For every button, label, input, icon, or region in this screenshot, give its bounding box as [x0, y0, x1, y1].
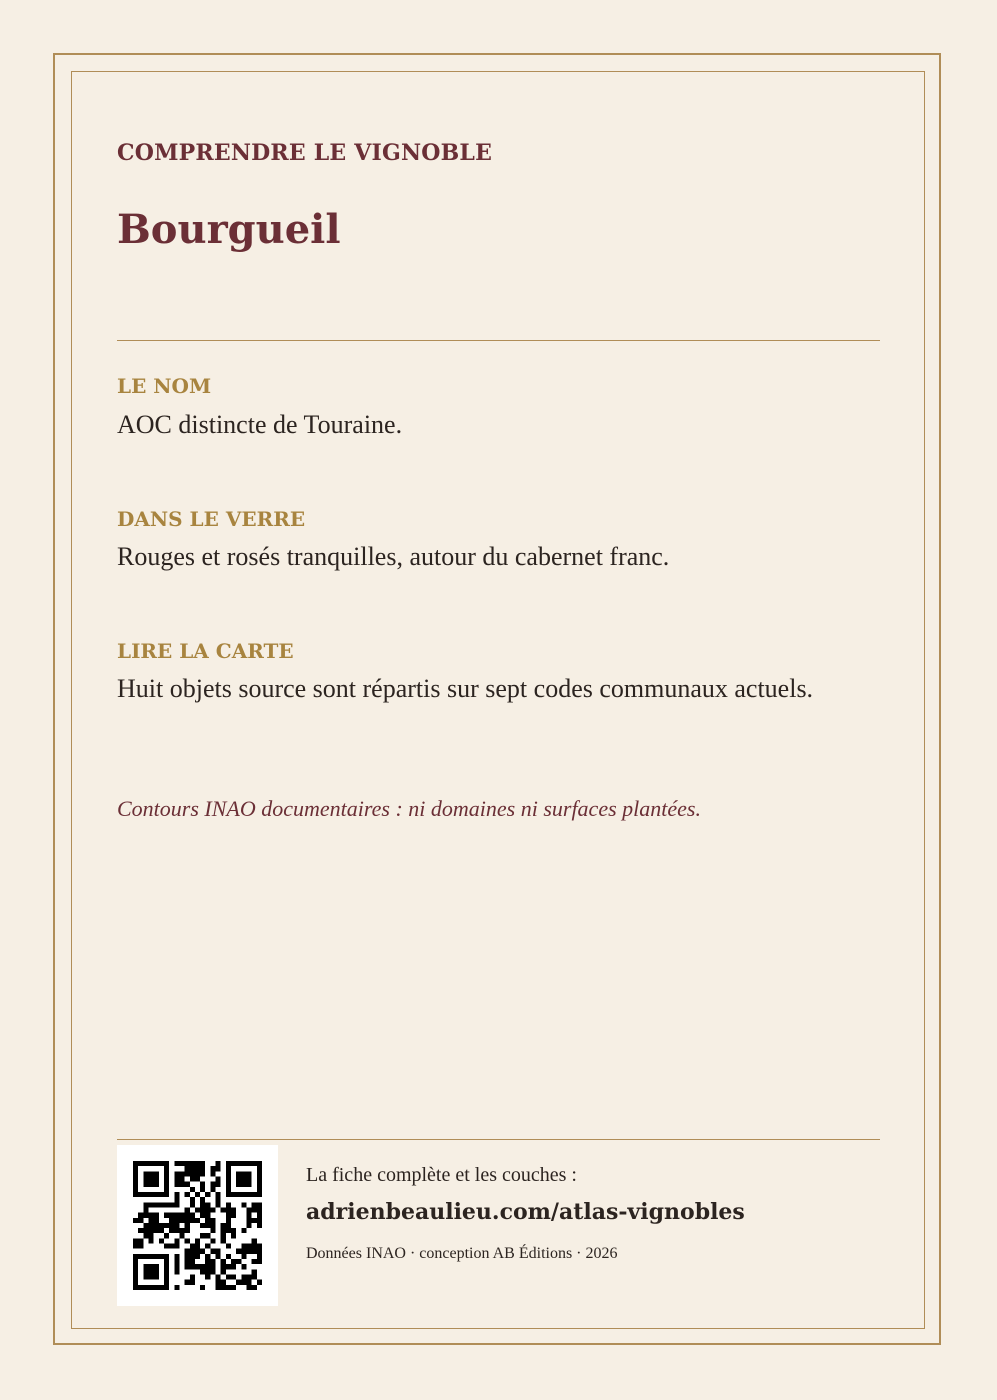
qr-code-icon[interactable]	[117, 1145, 278, 1306]
footer-credits: Données INAO · conception AB Éditions · 2026	[306, 1245, 618, 1262]
section-text-name: AOC distincte de Touraine.	[117, 410, 403, 439]
footer-url-link[interactable]: adrienbeaulieu.com/atlas-vignobles	[306, 1199, 745, 1225]
qr-code-graphic	[133, 1161, 262, 1290]
section-label-map: LIRE LA CARTE	[117, 639, 294, 663]
disclaimer-note: Contours INAO documentaires : ni domaines ni surfaces plantées.	[117, 796, 701, 821]
section-text-glass: Rouges et rosés tranquilles, autour du cabernet franc.	[117, 542, 670, 571]
section-label-name: LE NOM	[117, 374, 212, 398]
page-kicker: COMPRENDRE LE VIGNOBLE	[117, 140, 493, 166]
section-label-glass: DANS LE VERRE	[117, 507, 306, 531]
footer-divider	[117, 1139, 880, 1140]
page-title: Bourgueil	[117, 206, 341, 253]
footer-intro: La fiche complète et les couches :	[306, 1164, 577, 1186]
section-text-map: Huit objets source sont répartis sur sept codes communaux actuels.	[117, 674, 814, 703]
header-divider	[117, 340, 880, 341]
